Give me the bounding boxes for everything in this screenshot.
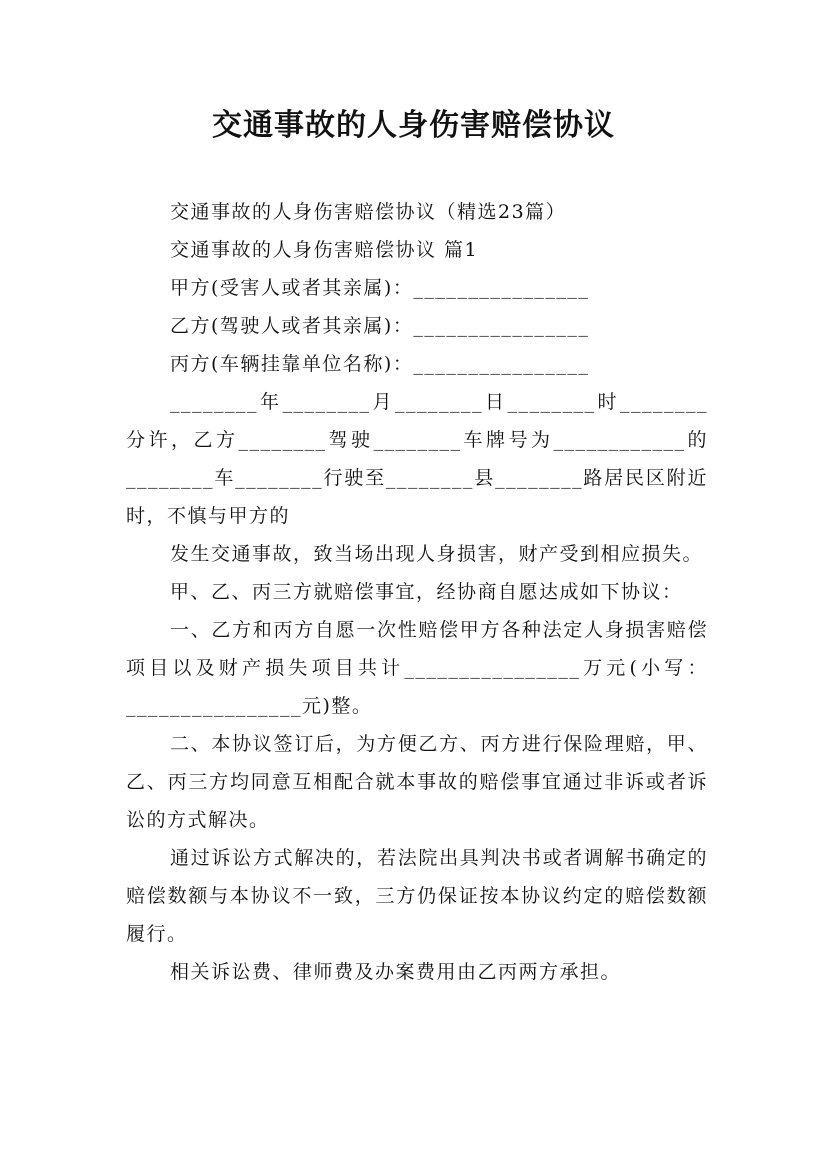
paragraph-party-b: 乙方(驾驶人或者其亲属)：________________ <box>170 315 590 337</box>
paragraph-party-a: 甲方(受害人或者其亲属)：________________ <box>170 277 590 299</box>
paragraph-costs: 相关诉讼费、律师费及办案费用由乙丙两方承担。 <box>170 961 622 983</box>
paragraph-litigation: 通过诉讼方式解决的，若法院出具判决书或者调解书确定的赔偿数额与本协议不一致，三方仍保证按本协议约定的赔偿数额履行。 <box>126 847 708 945</box>
paragraph-subtitle: 交通事故的人身伤害赔偿协议（精选23篇） <box>170 201 567 223</box>
paragraph-accident-occurred: 发生交通事故，致当场出现人身损害，财产受到相应损失。 <box>170 543 704 565</box>
paragraph-section-heading: 交通事故的人身伤害赔偿协议 篇1 <box>170 239 479 261</box>
document-body <box>126 193 708 991</box>
paragraph-accident-details: ________年________月________日________时________分许，乙方________驾驶________车牌号为____________的________车________行驶至________县________路居民区附近时，不慎与甲方的 <box>126 391 708 527</box>
paragraph-agreement-intro: 甲、乙、丙三方就赔偿事宜，经协商自愿达成如下协议： <box>170 581 683 603</box>
document-title: 交通事故的人身伤害赔偿协议 <box>212 108 615 143</box>
paragraph-clause-1: 一、乙方和丙方自愿一次性赔偿甲方各种法定人身损害赔偿项目以及财产损失项目共计________________万元(小写：________________元)整。 <box>126 619 708 717</box>
paragraph-party-c: 丙方(车辆挂靠单位名称)：________________ <box>170 353 590 375</box>
paragraph-clause-2: 二、本协议签订后，为方便乙方、丙方进行保险理赔，甲、乙、丙三方均同意互相配合就本事故的赔偿事宜通过非诉或者诉讼的方式解决。 <box>126 733 708 831</box>
